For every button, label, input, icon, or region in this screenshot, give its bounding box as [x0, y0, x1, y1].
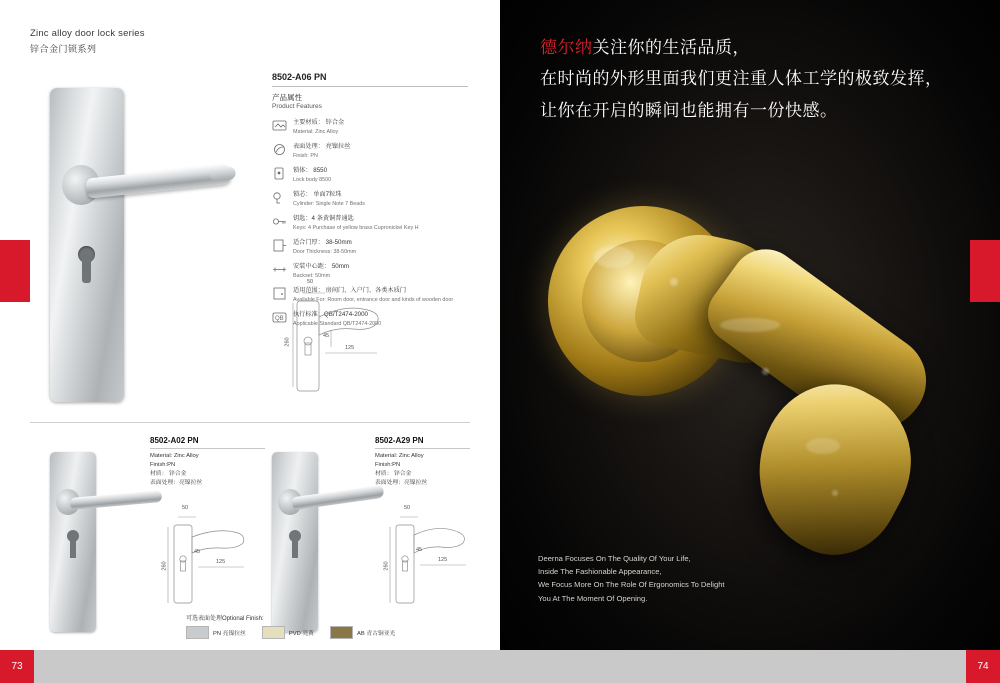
- finish-item: [330, 626, 395, 639]
- spec-cn: 适合门厚： 38-50mm: [293, 238, 352, 246]
- spec-cn: 适用范围： 房间门、入户门、各类木质门: [293, 286, 407, 294]
- headline-block: [540, 32, 970, 126]
- spec-en: Finish: PN: [293, 152, 318, 159]
- desc-line: 表面处理：亮镍拉丝: [375, 479, 428, 486]
- spec-cn: 主要材质： 锌合金: [293, 118, 345, 126]
- spec-cn: 钥匙：4 条黄铜普通匙: [293, 214, 354, 222]
- product-plate-a02: [50, 452, 96, 632]
- spec-en: Available For: Room door, entrance door and kinds of wooden door: [293, 296, 454, 303]
- svg-text:QB: QB: [275, 315, 284, 322]
- finish-label: AB 青古铜亚光: [356, 631, 396, 637]
- finish-item: [186, 626, 246, 639]
- en-copy-line: Inside The Fashionable Appearance,: [538, 567, 662, 577]
- dim-label: 260: [161, 561, 168, 571]
- product-a02-desc: [150, 452, 265, 488]
- finish-label: PVD 亮黄: [288, 631, 314, 637]
- desc-line: 材质： 锌合金: [150, 470, 187, 477]
- spec-row: [272, 119, 468, 137]
- keyhole-icon: [65, 530, 81, 560]
- right-red-tab: [970, 240, 1000, 302]
- spec-row: [272, 191, 468, 209]
- section-divider: [30, 422, 470, 423]
- key-icon: [272, 215, 288, 228]
- dim-label: 50: [182, 505, 189, 511]
- features-title-en: Product Features: [272, 103, 322, 111]
- headline-line-1: [540, 32, 970, 63]
- left-footer: [0, 650, 500, 683]
- backset-icon: [272, 263, 288, 276]
- dim-label: 125: [216, 559, 226, 565]
- dim-label: 125: [438, 557, 448, 563]
- spec-row: [272, 263, 468, 281]
- spec-cn: 锁体： 8550: [293, 166, 328, 174]
- lockbody-icon: [272, 167, 288, 180]
- desc-line: 材质： 锌合金: [375, 470, 412, 477]
- product-handle-a02: [56, 487, 161, 511]
- spec-cn: 表面处理： 亮镍拉丝: [293, 142, 351, 150]
- en-copy-line: We Focus More On The Role Of Ergonomics To Delight: [538, 580, 725, 590]
- spec-en: Backset: 50mm: [293, 272, 331, 279]
- product-plate-a29: [272, 452, 318, 632]
- right-footer: [500, 650, 1000, 683]
- finish-label: PN 亮镍拉丝: [213, 631, 246, 637]
- dim-label: 45: [416, 547, 423, 553]
- desc-line: Material: Zinc Alloy: [375, 453, 424, 459]
- headline-line-3: 让你在开启的瞬间也能拥有一份快感。: [540, 100, 838, 120]
- finish-legend: [186, 613, 476, 639]
- left-page-header: [30, 28, 145, 55]
- dim-label: 125: [345, 345, 355, 351]
- product-plate-a06: [50, 88, 124, 402]
- technical-drawing-a02: [160, 505, 270, 625]
- spec-row: [272, 239, 468, 257]
- left-red-tab: [0, 240, 30, 302]
- product-a29-desc: [375, 452, 475, 488]
- dim-label: 260: [284, 337, 291, 347]
- cylinder-icon: [272, 191, 288, 204]
- keyhole-icon: [76, 246, 97, 286]
- keyhole-icon: [287, 530, 303, 560]
- spec-en: Cylinder: Single Note 7 Beads: [293, 200, 365, 207]
- dim-label: 45: [194, 549, 201, 555]
- dim-label: 45: [323, 333, 330, 339]
- finish-icon: [272, 143, 288, 156]
- features-title-cn: 产品属性: [272, 93, 302, 102]
- dim-label: 50: [307, 279, 314, 285]
- finish-swatch-pn: [186, 626, 209, 639]
- spec-en: Material: Zinc Alloy: [293, 128, 339, 135]
- dim-label: 260: [383, 561, 390, 571]
- product-handle-a06: [62, 163, 230, 209]
- page-number-left: 73: [0, 650, 34, 683]
- series-title-cn: 锌合金门锁系列: [30, 44, 97, 54]
- finish-swatch-ab: [330, 626, 353, 639]
- spec-cn: 安装中心距： 50mm: [293, 262, 350, 270]
- desc-line: Finish:PN: [150, 461, 176, 468]
- spec-en: Applicable Standard QB/T2474-2000: [293, 320, 382, 327]
- technical-drawing-a06: [284, 279, 405, 403]
- brass-handle-photo: [520, 118, 990, 588]
- product-handle-a29: [278, 487, 383, 511]
- finish-item: [262, 626, 314, 639]
- product-model-a06: 8502-A06 PN: [272, 72, 327, 82]
- desc-line: Material: Zinc Alloy: [150, 453, 199, 459]
- door-thickness-icon: [272, 239, 288, 252]
- spec-en: Lock body 8500: [293, 176, 332, 183]
- finish-legend-title: 可选表面处理Optional Finish:: [186, 616, 264, 622]
- en-copy-line: Deerna Focuses On The Quality Of Your Life,: [538, 553, 691, 563]
- page-number-right: 74: [966, 650, 1000, 683]
- desc-line: Finish:PN: [375, 461, 401, 468]
- spec-cn: 执行标准：QB/T2474-2000: [293, 310, 368, 318]
- headline-rest-1: 关注你的生活品质，: [592, 38, 750, 57]
- spec-en: Keys: 4 Purchase of yellow brass Cupronickel Key H: [293, 224, 419, 231]
- english-copy: [538, 552, 858, 605]
- spec-row: [272, 143, 468, 161]
- spec-en: Door Thickness: 38-50mm: [293, 248, 357, 255]
- desc-line: 表面处理：亮镍拉丝: [150, 479, 203, 486]
- technical-drawing-a29: [382, 505, 492, 625]
- product-model-a02: 8502-A02 PN: [150, 436, 199, 445]
- dim-label: 50: [404, 505, 411, 511]
- product-model-a29: 8502-A29 PN: [375, 436, 424, 445]
- brand-name: 德尔纳: [540, 38, 593, 57]
- en-copy-line: You At The Moment Of Opening.: [538, 593, 648, 603]
- headline-line-2: 在时尚的外形里面我们更注重人体工学的极致发挥，: [540, 69, 943, 89]
- series-title-en: Zinc alloy door lock series: [30, 28, 145, 39]
- spec-cn: 锁芯： 单面7粒珠: [293, 190, 342, 198]
- material-icon: [272, 119, 288, 132]
- spec-row: [272, 167, 468, 185]
- right-page: [500, 0, 1000, 683]
- spec-row: [272, 215, 468, 233]
- finish-swatch-pvd: [262, 626, 285, 639]
